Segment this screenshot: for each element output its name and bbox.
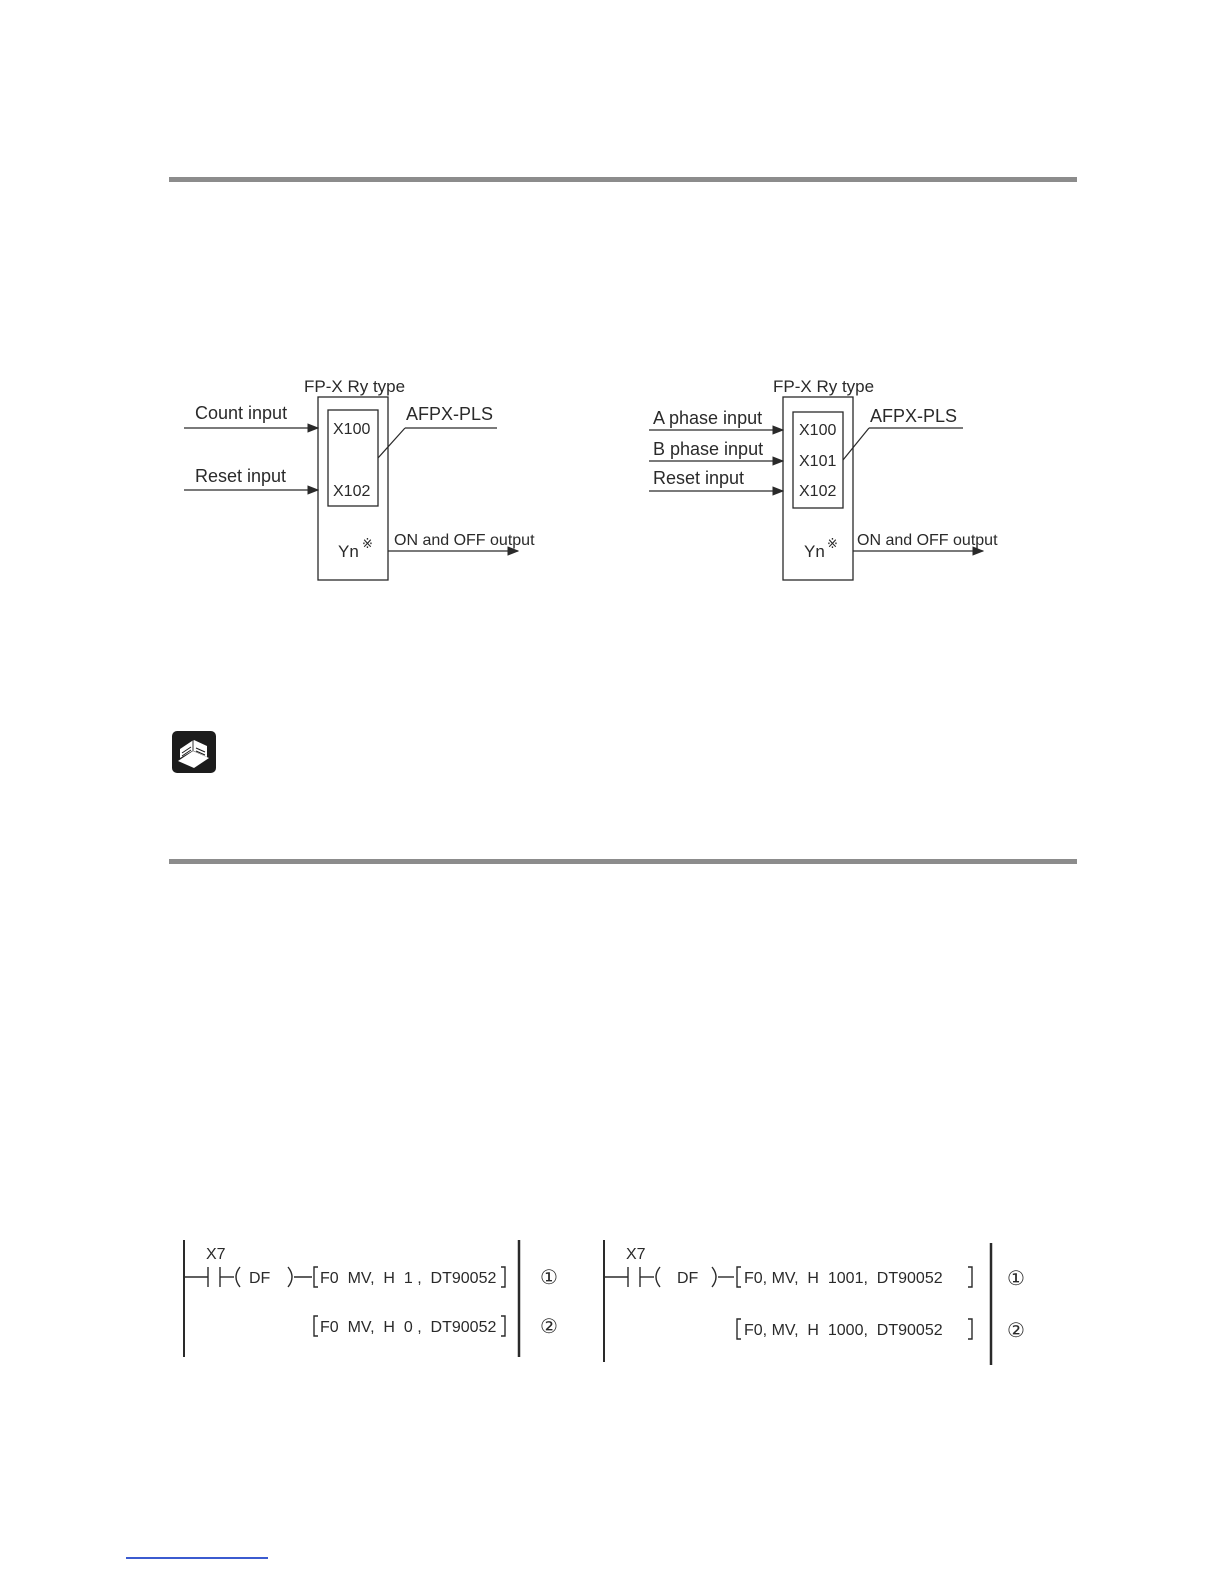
instr-bracket-right	[501, 1316, 505, 1336]
input-label-reset: Reset input	[195, 466, 287, 486]
instr-bracket-left	[314, 1267, 318, 1287]
contact-label: X7	[206, 1246, 226, 1263]
output-mark: ※	[362, 536, 373, 551]
terminal-x102: X102	[799, 483, 837, 500]
instruction-1: F0 MV, H 1 , DT90052	[320, 1270, 497, 1287]
input-label-a-phase: A phase input	[653, 408, 763, 428]
instruction-1: F0, MV, H 1001, DT90052	[744, 1270, 943, 1287]
instruction-2: F0, MV, H 1000, DT90052	[744, 1322, 943, 1339]
output-label: ON and OFF output	[857, 532, 998, 549]
df-label: DF	[677, 1270, 699, 1287]
instruction-2: F0 MV, H 0 , DT90052	[320, 1319, 497, 1336]
module-label: AFPX-PLS	[870, 406, 958, 426]
section-rule-middle	[169, 859, 1077, 864]
output-label: ON and OFF output	[394, 532, 535, 549]
diagram-two-phase	[645, 370, 1025, 595]
diagram-single-phase	[180, 370, 560, 595]
module-label: AFPX-PLS	[406, 404, 494, 424]
instr-bracket-right	[501, 1267, 505, 1287]
diagram-title: FP-X Ry type	[773, 377, 875, 396]
diagram-title: FP-X Ry type	[304, 377, 406, 396]
df-bracket-right	[288, 1267, 292, 1287]
step-mark-1: ①	[540, 1267, 558, 1289]
instr-bracket-left	[737, 1319, 741, 1339]
module-leader	[378, 428, 405, 458]
terminal-x100: X100	[333, 421, 371, 438]
output-terminal: Yn	[338, 542, 359, 561]
step-mark-2: ②	[540, 1316, 558, 1338]
contact-label: X7	[626, 1246, 646, 1263]
terminal-x102: X102	[333, 483, 371, 500]
instr-bracket-left	[737, 1267, 741, 1287]
footer-link-underline[interactable]	[126, 1557, 268, 1559]
input-label-reset: Reset input	[653, 468, 745, 488]
instr-bracket-left	[314, 1316, 318, 1336]
step-mark-1: ①	[1007, 1268, 1025, 1290]
df-bracket-left	[236, 1267, 240, 1287]
terminal-x100: X100	[799, 422, 837, 439]
input-label-b-phase: B phase input	[653, 439, 764, 459]
ladder-diagram-two-phase	[598, 1235, 1038, 1375]
df-bracket-right	[712, 1267, 716, 1287]
input-label-count: Count input	[195, 403, 288, 423]
terminal-x101: X101	[799, 453, 837, 470]
instr-bracket-right	[968, 1267, 972, 1287]
df-bracket-left	[656, 1267, 660, 1287]
module-leader	[843, 428, 869, 460]
section-rule-top	[169, 177, 1077, 182]
reference-book-icon	[172, 731, 216, 773]
instr-bracket-right	[968, 1319, 972, 1339]
step-mark-2: ②	[1007, 1320, 1025, 1342]
ladder-diagram-single	[178, 1235, 578, 1370]
output-mark: ※	[827, 536, 838, 551]
output-terminal: Yn	[804, 542, 825, 561]
df-label: DF	[249, 1270, 271, 1287]
